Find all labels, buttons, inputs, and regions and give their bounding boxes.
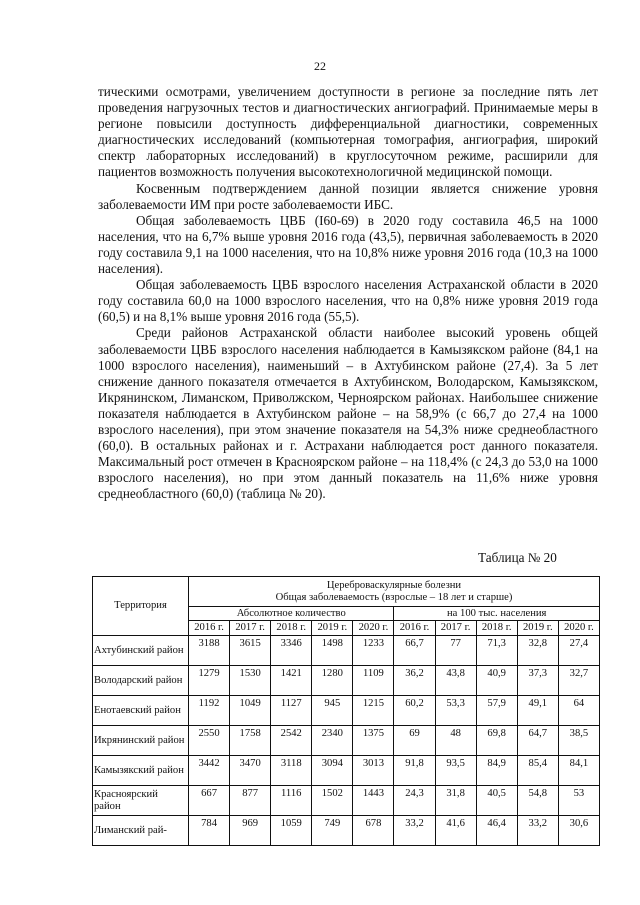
value-cell: 57,9: [476, 696, 517, 726]
disease-table: [92, 576, 600, 846]
table-row: [93, 816, 600, 846]
value-cell: 1279: [189, 666, 230, 696]
value-cell: 93,5: [435, 756, 476, 786]
value-cell: 40,5: [476, 786, 517, 816]
paragraph-1: тическими осмотрами, увеличением доступности в регионе за последние пять лет проведения нагрузочных тестов и диагностических ангиографий. Принимаемые меры в регионе повысили доступность дифференциальной диагностики, современных диагностических исследований (компьютерная томография, ангиография, широкий спектр лабораторных исследований) в круглосуточном режиме, расширили для пациентов возможность получения высокотехнологичной медицинской помощи.: [98, 84, 598, 180]
value-cell: 69: [394, 726, 435, 756]
value-cell: 877: [230, 786, 271, 816]
value-cell: 40,9: [476, 666, 517, 696]
value-cell: 3346: [271, 636, 312, 666]
value-cell: 49,1: [517, 696, 558, 726]
value-cell: 1215: [353, 696, 394, 726]
value-cell: 1192: [189, 696, 230, 726]
table-caption: Таблица № 20: [478, 550, 557, 565]
value-cell: 38,5: [558, 726, 599, 756]
value-cell: 24,3: [394, 786, 435, 816]
value-cell: 27,4: [558, 636, 599, 666]
paragraph-2: Косвенным подтверждением данной позиции является снижение уровня заболеваемости ИМ при росте заболеваемости ИБС.: [98, 180, 598, 212]
value-cell: 36,2: [394, 666, 435, 696]
paragraph-5: Среди районов Астраханской области наиболее высокий уровень общей заболеваемости ЦВБ взрослого населения наблюдается в Камызякском районе (84,1 на 1000 взрослого населения), наименьший – в Ахтубинском районе (27,4). За 5 лет снижение данного показателя отмечается в Ахтубинском, Володарском, Камызякском, Икрянинском, Лиманском, Приволжском, Черноярском районах. Наибольшее снижение показателя наблюдается в Ахтубинском районе – на 58,9% (с 66,7 до 27,4 на 1000 взрослого населения), при этом значение показателя на 54,3% ниже среднеобластного (60,0). В остальных районах и г. Астрахани наблюдается рост данного показателя. Максимальный рост отмечен в Красноярском районе – на 118,4% (с 24,3 до 53,0 на 1000 взрослого населения), но при этом данный показатель на 11,6% ниже уровня среднеобластного (60,0) (таблица № 20).: [98, 325, 598, 502]
value-cell: 33,2: [517, 816, 558, 846]
year-header: 2016 г.: [394, 621, 435, 636]
paragraph-4: Общая заболеваемость ЦВБ взрослого населения Астраханской области в 2020 году составила 60,0 на 1000 взрослого населения, что на 0,8% ниже уровня 2019 года (60,5) и на 8,1% выше уровня 2016 года (55,5).: [98, 277, 598, 325]
territory-cell: Камызякский район: [93, 756, 189, 786]
table-row: [93, 666, 600, 696]
value-cell: 784: [189, 816, 230, 846]
year-header: 2018 г.: [476, 621, 517, 636]
value-cell: 749: [312, 816, 353, 846]
value-cell: 64,7: [517, 726, 558, 756]
territory-cell: Икрянинский район: [93, 726, 189, 756]
value-cell: 3013: [353, 756, 394, 786]
year-header: 2019 г.: [517, 621, 558, 636]
value-cell: 41,6: [435, 816, 476, 846]
group-absolute-header: Абсолютное количество: [189, 607, 394, 621]
value-cell: 1059: [271, 816, 312, 846]
value-cell: 1421: [271, 666, 312, 696]
value-cell: 46,4: [476, 816, 517, 846]
value-cell: 84,1: [558, 756, 599, 786]
value-cell: 53,3: [435, 696, 476, 726]
table-main-header: [189, 577, 600, 607]
table-row: [93, 636, 600, 666]
value-cell: 84,9: [476, 756, 517, 786]
value-cell: 3442: [189, 756, 230, 786]
group-per100k-header: на 100 тыс. населения: [394, 607, 600, 621]
value-cell: 3094: [312, 756, 353, 786]
page-number: 22: [314, 59, 326, 73]
territory-cell: Красноярский район: [93, 786, 189, 816]
territory-header: Территория: [93, 577, 189, 636]
value-cell: 33,2: [394, 816, 435, 846]
value-cell: 945: [312, 696, 353, 726]
value-cell: 3470: [230, 756, 271, 786]
value-cell: 48: [435, 726, 476, 756]
value-cell: 60,2: [394, 696, 435, 726]
table-body: [93, 636, 600, 846]
value-cell: 30,6: [558, 816, 599, 846]
year-header: 2016 г.: [189, 621, 230, 636]
year-header: 2019 г.: [312, 621, 353, 636]
year-header: 2018 г.: [271, 621, 312, 636]
table-row: [93, 726, 600, 756]
paragraph-3: Общая заболеваемость ЦВБ (I60-69) в 2020 году составила 46,5 на 1000 населения, что на 6,7% выше уровня 2016 года (43,5), первичная заболеваемость в 2020 году составила 9,1 на 1000 населения, что на 10,8% ниже уровня 2016 года (10,3 на 1000 населения).: [98, 212, 598, 277]
year-header: 2017 г.: [435, 621, 476, 636]
territory-cell: Володарский район: [93, 666, 189, 696]
value-cell: 64: [558, 696, 599, 726]
value-cell: 32,8: [517, 636, 558, 666]
value-cell: 969: [230, 816, 271, 846]
value-cell: 2542: [271, 726, 312, 756]
body-text: [98, 84, 598, 502]
value-cell: 1280: [312, 666, 353, 696]
value-cell: 66,7: [394, 636, 435, 666]
value-cell: 54,8: [517, 786, 558, 816]
table-header-line1: Цереброваскулярные болезни: [326, 579, 462, 591]
value-cell: 667: [189, 786, 230, 816]
table-row: [93, 786, 600, 816]
year-header: 2020 г.: [353, 621, 394, 636]
value-cell: 85,4: [517, 756, 558, 786]
value-cell: 1109: [353, 666, 394, 696]
value-cell: 1116: [271, 786, 312, 816]
value-cell: 1758: [230, 726, 271, 756]
territory-cell: Лиманский рай-: [93, 816, 189, 846]
value-cell: 43,8: [435, 666, 476, 696]
value-cell: 53: [558, 786, 599, 816]
value-cell: 1375: [353, 726, 394, 756]
table-row: [93, 696, 600, 726]
value-cell: 77: [435, 636, 476, 666]
value-cell: 678: [353, 816, 394, 846]
value-cell: 2550: [189, 726, 230, 756]
value-cell: 3188: [189, 636, 230, 666]
value-cell: 1530: [230, 666, 271, 696]
value-cell: 1443: [353, 786, 394, 816]
value-cell: 91,8: [394, 756, 435, 786]
year-header: 2017 г.: [230, 621, 271, 636]
table-row: [93, 756, 600, 786]
value-cell: 37,3: [517, 666, 558, 696]
value-cell: 32,7: [558, 666, 599, 696]
value-cell: 2340: [312, 726, 353, 756]
value-cell: 69,8: [476, 726, 517, 756]
value-cell: 1502: [312, 786, 353, 816]
value-cell: 1233: [353, 636, 394, 666]
territory-cell: Ахтубинский район: [93, 636, 189, 666]
value-cell: 3118: [271, 756, 312, 786]
value-cell: 3615: [230, 636, 271, 666]
territory-cell: Енотаевский район: [93, 696, 189, 726]
value-cell: 1498: [312, 636, 353, 666]
value-cell: 1127: [271, 696, 312, 726]
value-cell: 71,3: [476, 636, 517, 666]
year-header: 2020 г.: [558, 621, 599, 636]
table-header-line2: Общая заболеваемость (взрослые – 18 лет и старше): [275, 591, 513, 603]
value-cell: 1049: [230, 696, 271, 726]
value-cell: 31,8: [435, 786, 476, 816]
